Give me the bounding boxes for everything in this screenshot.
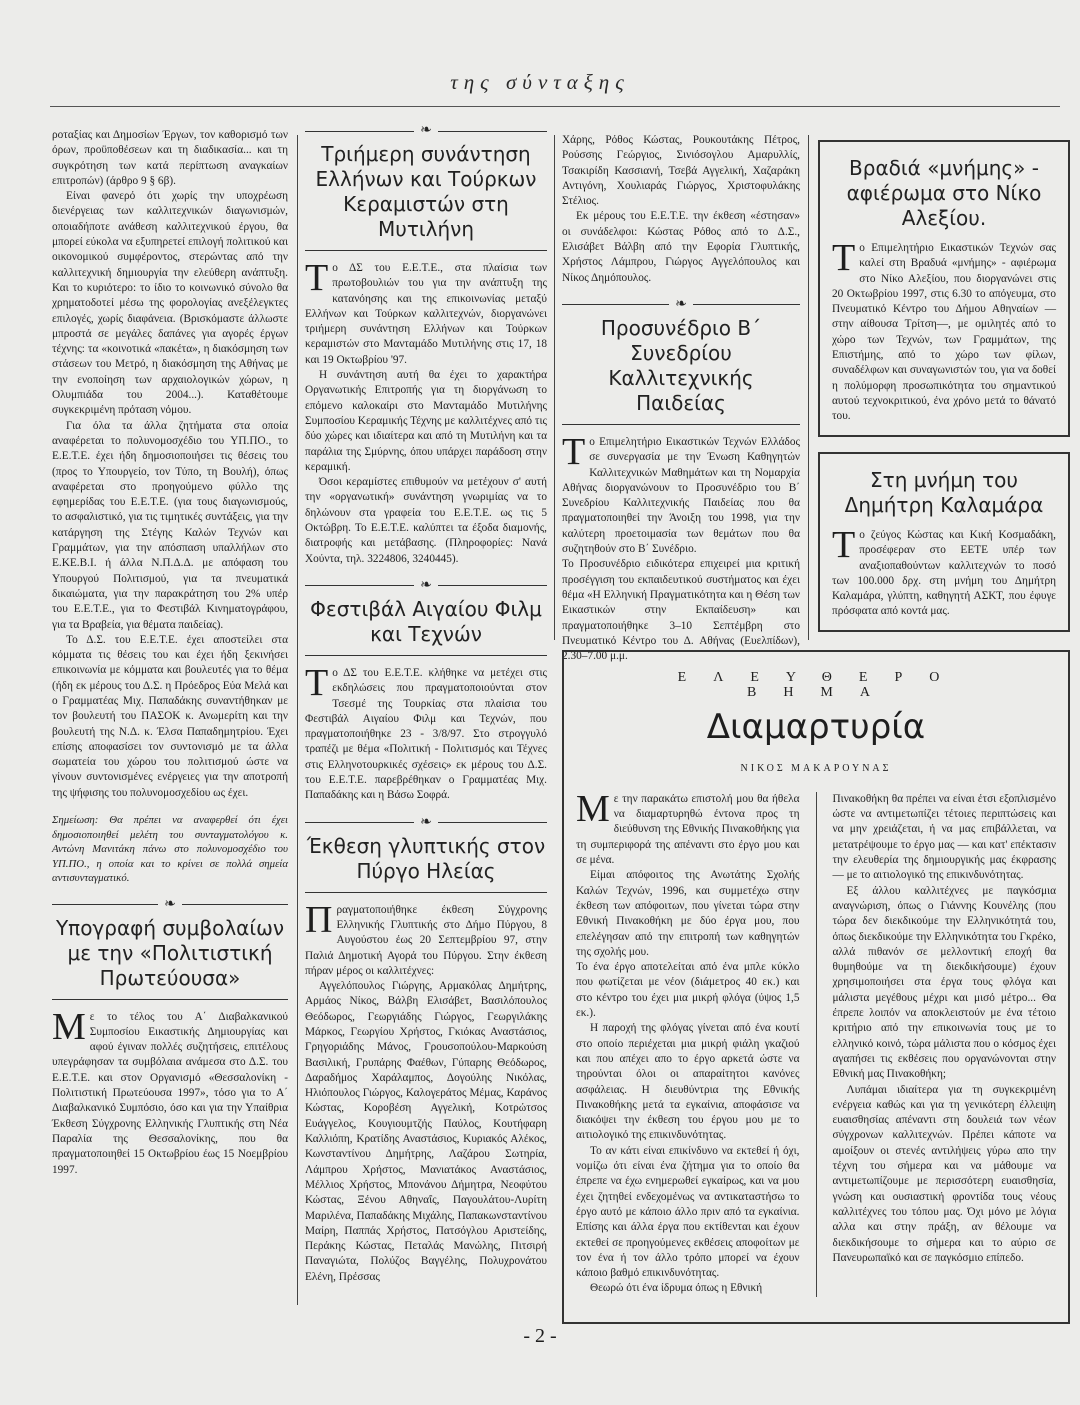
- box-alexiou-tribute: [818, 140, 1070, 437]
- drop-cap: Π: [305, 898, 333, 941]
- headline-festival: Φεστιβάλ Αιγαίου Φιλμ και Τεχνών: [310, 596, 542, 646]
- section-header: της σύνταξης: [450, 70, 630, 94]
- page-number: - 2 -: [523, 1325, 557, 1347]
- paragraph: Το Δ.Σ. του Ε.Ε.Τ.Ε. έχει αποστείλει στα κόμματα τις θέσεις του και έχει ήδη ξεκινήσει επικοινωνία με κόμματα και βουλευτές για το θέμα (ήδη εκ μέρους του Δ.Σ. η Πρόεδρος Εύα Μελά και ο Γραμματέας Μιχ. Παπαδάκης συναντήθηκαν με τον βουλευτή του ΠΑΣΟΚ κ. Ανωμερίτη και την βουλευτή της Ν.Δ. κ. Έλσα Παπαδημητρίου. Έχει επίσης αποφασίσει τον συντονισμό με τα άλλα σωματεία του χώρου του πολιτισμού ώστε να γίνουν συντονισμένες ενέργειες για την αποτροπή της ψήφισης του πολυνομοσχεδίου ως έχει.: [52, 633, 288, 799]
- box-kalamaras-memory: [818, 452, 1070, 632]
- paragraph: Το ένα έργο αποτελείται από ένα μπλε κύκλο που φωτίζεται με νέον (διάμετρος 40 εκ.) και στο κέντρο του έχει μια μικρή φλόγα (ύψος 1,5 εκ.).: [576, 961, 800, 1020]
- headline-ceramists: Τριήμερη συνάντηση Ελλήνων και Τούρκων Κεραμιστών στη Μυτιλήνη: [315, 142, 537, 241]
- opinion-column-left: [576, 787, 800, 1297]
- drop-cap: Τ: [832, 237, 856, 279]
- artist-list-continued: Χάρης, Ρόθος Κώστας, Ρουκουτάκης Πέτρος, Ρούσσης Γεώργιος, Σινιόσογλου Αμαρυλλίς, Τσακιρίδη Κασσιανή, Τσεβά Αγγελική, Χαζαράκη Αντιγόνη, Χουλιαράς Γιώργος, Χριστοφυλάκης Στέλιος.: [562, 134, 800, 208]
- fleuron-icon: ❧: [420, 123, 432, 138]
- paragraph: Όσοι κεραμίστες επιθυμούν να μετέχουν σ' αυτή την «οργανωτική» συνάντηση γνωριμίας να το δηλώνουν στα γραφεία του Ε.Ε.Τ.Ε. ως τις 5 Οκτώβρη. Το Ε.Ε.Τ.Ε. καλύπτει τα έξοδα διαμονής, διατροφής και μετάβασης. (Πληροφορίες: Νανά Χούντα, τηλ. 3224806, 3240445).: [305, 476, 547, 565]
- headline-rule: [305, 892, 547, 893]
- paragraph: Το αν κάτι είναι επικίνδυνο να εκτεθεί ή όχι, νομίζω ότι είναι ένα ζήτημα για το οποίο θα έπρεπε να έχω ενημερωθεί εγκαίρως, και να μου έχει ζητηθεί ενδεχομένως να αντικαταστήσω το έργο αυτό με κάποιο άλλο πριν από τα εγκαίνια. Επίσης και άλλα έργα που εκτίθενται και έχουν εκτεθεί σε προηγούμενες εκθέσεις αποφοίτων με τον ένα ή τον άλλο τρόπο μπορεί να έχουν κάποιο βαθμό επικινδυνότητας.: [576, 1144, 800, 1280]
- article-body: ο Επιμελητήριο Εικαστικών Τεχνών Ελλάδος σε συνεργασία με την Ένωση Καθηγητών Καλλιτεχνικών Μαθημάτων και τη Νομαρχία Αθήνας διοργανώνουν το Προσυνέδριο του Β΄ Συνεδρίου Καλλιτεχνικής Παιδείας που θα πραγματοποιηθεί την Άνοιξη του 1998, για την καλύτερη προετοιμασία των θεμάτων που θα συζητηθούν στο Β΄ Συνέδριο.: [562, 435, 800, 556]
- fleuron-icon: ❧: [164, 896, 176, 912]
- article-body: ο ΔΣ του Ε.Ε.Τ.Ε., στα πλαίσια των πρωτοβουλιών του για την ανάπτυξη της κατανόησης και της επικοινωνίας μεταξύ Ελλήνων και Τούρκων καλλιτεχνών, διοργανώνει τριήμερη συνάντηση Ελλήνων και Τούρκων κεραμιστών στο Μανταμάδο Μυτιλήνης στις 17, 18 και 19 Οκτωβρίου '97.: [305, 262, 547, 366]
- paragraph: Εκ μέρους του Ε.Ε.Τ.Ε. την έκθεση «έστησαν» οι συνάδελφοι: Κώστας Ρόθος από το Δ.Σ., Ελισάβετ Βάλβη από την Εφορία Γλυπτικής, Χρήστος Λάμπρου, Γιώργος Αγγελόπουλος και Νίκος Δημόπουλος.: [562, 210, 800, 284]
- headline-kalamaras: Στη μνήμη του Δημήτρη Καλαμάρα: [844, 468, 1044, 517]
- drop-cap: Τ: [305, 257, 329, 299]
- paragraph: ε την παρακάτω επιστολή μου θα ήθελα να διαμαρτυρηθώ έντονα προς τη διεύθυνση της Εθνικής Πινακοθήκης για τη συμπεριφορά της απέναντι στο έργο μου και σε μένα.: [576, 792, 800, 867]
- paragraph: Είμαι απόφοιτος της Ανωτάτης Σχολής Καλών Τεχνών, 1996, και συμμετέχω στην έκθεση των απόφοιτων, που γίνεται τώρα στην Εθνική Πινακοθήκη με δύο έργα μου, που επελέγησαν από την επιτροπή των καθηγητών της σχολής μου.: [576, 869, 800, 958]
- headline-contracts: Υπογραφή συμβολαίων με την «Πολιτιστική Πρωτεύουσα»: [55, 915, 285, 990]
- ornament-divider: [562, 296, 800, 312]
- article-body: ε το τέλος του Α΄ Διαβαλκανικού Συμποσίου Εικαστικής Δημιουργίας και αφού έγιναν πολλές συζητήσεις, επιτέλους υπεγράφησαν τα συμβόλαια ανάμεσα στο Δ.Σ. του Ε.Ε.Τ.Ε. και στον Οργανισμό «Θεσσαλονίκη - Πολιτιστική Πρωτεύουσα 1997», τόσο για το Α΄ Διαβαλκανικό Συμπόσιο, όσο και για την Υπαίθρια Έκθεση Σύγχρονης Ελληνικής Γλυπτικής στη Νέα Παραλία της Θεσσαλονίκης, που θα πραγματοποιηθεί 15 Οκτωβρίου έως 15 Νοεμβρίου 1997.: [52, 1010, 288, 1176]
- paragraph: Η συνάντηση αυτή θα έχει το χαρακτήρα Οργανωτικής Επιτροπής για τη διοργάνωση το επόμενο καλοκαίρι στο Μανταμάδο Μυτιλήνης Συμποσίου Κεραμικής Τέχνης με καλλιτέχνες από τις δύο χώρες και ιδιαίτερα και από τη Μυτιλήνη και τα παράλια της Σμύρνης, όπου υπάρχει παράδοση στην κεραμική.: [305, 369, 547, 473]
- ornament-divider: [305, 814, 547, 830]
- article-body: ραγματοποιήθηκε έκθεση Σύγχρονης Ελληνικής Γλυπτικής στο Δήμο Πύργου, 8 Αυγούστου έως 20 Σεπτεμβρίου 97, στην Παλιά Δημοτική Αγορά του Πύργου. Στην έκθεση πήραν μέρος οι καλλιτέχνες:: [305, 903, 547, 977]
- opinion-column-right: [833, 792, 1057, 1297]
- fleuron-icon: ❧: [675, 296, 687, 312]
- ornament-divider: [305, 577, 547, 593]
- paragraph: ροταξίας και Δημοσίων Έργων, τον καθορισμό των όρων, προϋποθέσεων και τη διαδικασία... και τη συγκρότηση των κατά περίπτωση αναγκαίων επιτροπών) (άρθρο 9 § 6β).: [52, 129, 288, 187]
- paragraph: Πινακοθήκη θα πρέπει να είναι έτσι εξοπλισμένο ώστε να αντιμετωπίζει τέτοιες περιπτώσεις και να μην χρειάζεται, ή να μας επιβάλλεται, να μετατρέψουμε το έργο μας — και κατ' επέκτασιν την ελευθερία της δημιουργικής μας έκφρασης — με το αιτιολογικό της επικινδυνότητας.: [832, 792, 1056, 882]
- artist-list: Αγγελόπουλος Γιώργης, Αρμακόλας Δημήτρης, Αρμάος Νίκος, Βάλβη Ελισάβετ, Βασιλόπουλος Θεόδωρος, Γεωργιάδης Γιώργος, Γεωργιλάκης Μάρκος, Γεωργίου Χρήστος, Γκιόκας Αναστάσιος, Γρηγοριάδης Μάνος, Γρουσοπούλου-Μαρκούση Βασιλική, Γρυπάρης Φαέθων, Γύπαρης Θεόδωρος, Δαραδήμος Χαράλαμπος, Δογούλης Νικόλας, Ηλιόπουλος Γιώργος, Καλογεράτος Μέμας, Καράνος Κώστας, Κοροβέση Αγγελική, Κοτρώτσος Ευάγγελος, Κουγιουμτζής Παύλος, Κουτήφαρη Καλλιόπη, Κρατίδης Αναστάσιος, Κυριακός Αλέκος, Κωνσταντίνου Δημήτρης, Λαζάρου Σωτηρία, Λάμπρου Χρήστος, Μανιατάκος Αναστάσιος, Μέλλιος Χρήστος, Μπονάνου Δήμητρα, Νεοφύτου Κώστας, Ξένου Αθηναΐς, Παγουλάτου-Λυρίτη Μαριλένα, Παπαδάκης Μιχάλης, Παπακωνσταντίνου Μαίρη, Παππάς Χρήστος, Πατσόγλου Αριστείδης, Περάκης Κώστας, Πεταλάς Μανώλης, Πιτσιρή Παναγιώτα, Πολύζος Βαγγέλης, Πολυχρονάτου Ελένη, Πρέσσας: [305, 980, 547, 1283]
- box-body: ο ζεύγος Κώστας και Κική Κοσμαδάκη, προσέφεραν στο ΕΕΤΕ υπέρ των αναξιοπαθούντων καλλιτεχνών το ποσό των 100.000 δρχ. στη μνήμη του Δημήτρη Καλαμάρα, γλύπτη, καθηγητή ΑΣΚΤ, που έφυγε πρόσφατα από κοντά μας.: [832, 529, 1056, 618]
- headline-rule: [305, 250, 547, 251]
- paragraph: Το Προσυνέδριο ειδικότερα επιχειρεί μια κριτική προσέγγιση του εκπαιδευτικού συστήματος και έχει θέμα «Η Ελληνική Πραγματικότητα και η Θέση των Εικαστικών στην Εκπαίδευση» και πραγματοποιήθηκε 3–10 Σεπτέμβρη στο Πνευματικό Κέντρο του Δ. Αθήνας (Ευελπίδων), 2.30–7.00 μ.μ.: [562, 558, 800, 663]
- editorial-note: Σημείωση: Θα πρέπει να αναφερθεί ότι έχει δημοσιοποιηθεί μελέτη του συνταγματολόγου κ. Αντώνη Μανιτάκη πάνω στο πολυνομοσχέδιο του ΥΠ.ΠΟ., η οποία και το κρίνει σε πολλά σημεία αντισυνταγματικό.: [52, 814, 288, 885]
- column-divider: [554, 135, 555, 640]
- column-3: [562, 133, 800, 664]
- drop-cap: Μ: [576, 787, 610, 830]
- box-free-tribune: [562, 650, 1070, 1324]
- paragraph: Για όλα τα άλλα ζητήματα στα οποία αναφέρεται το πολυνομοσχέδιο του ΥΠ.ΠΟ., το Ε.Ε.Τ.Ε. έχει ήδη δημοσιοποιήσει τις θέσεις του (προς το Υπουργείο, τον Τύπο, τη Βουλή), όπως αναφέρεται στο προηγούμενο φύλλο της εφημερίδας του Ε.Ε.Τ.Ε. (για τους διαγωνισμούς, το ασφαλιστικό, για τις τιμητικές συντάξεις, για την κατάργηση της Στέγης Καλών Τεχνών και Γραμμάτων, για την απόσπαση υπαλλήλων στο Ε.ΚΕ.Β.Ι. ή άλλα Ν.Π.Δ.Δ. με απόφαση του Υπουργού Πολιτισμού, για τα πνευματικά δικαιώματα, για την παρακράτηση του 2% υπέρ του Ε.Ε.Τ.Ε., για το Φεστιβάλ Κινηματογράφου, για τα Βραβεία, για θέματα παιδείας).: [52, 419, 288, 631]
- paragraph: Λυπάμαι ιδιαίτερα για τη συγκεκριμένη ενέργεια καθώς και για τη γενικότερη έλλειψη ευαισθησίας απέναντι στη δουλειά των νέων σύγχρονων καλλιτεχνών. Πρέπει κάποτε να αμοίξουν οι στενές αντιλήψεις γύρω απο την τέχνη του σήμερα και να μάθουμε να αντιμετωπίζουμε με περισσότερη ευαισθησία, γνώση και ουσιαστική φροντίδα τους νέους καλλιτέχνες του τόπου μας. Όχι μόνο με λόγια αλλα και στην πράξη, αν θέλουμε να διεκδικήσουμε το σήμερα και το αύριο σε Πανευρωπαϊκό και σε παγκόσμιο επίπεδο.: [832, 1083, 1056, 1264]
- headline-alexiou: Βραδιά «μνήμης» - αφιέρωμα στο Νίκο Αλεξίου.: [846, 156, 1042, 230]
- fleuron-icon: ❧: [420, 577, 432, 593]
- headline-sculpture: Έκθεση γλυπτικής στον Πύργο Ηλείας: [306, 833, 546, 883]
- ornament-divider: [305, 123, 547, 138]
- headline-rule: [562, 424, 800, 425]
- column-divider: [808, 135, 809, 640]
- header-rule: [50, 106, 1060, 107]
- article-body: ο ΔΣ του Ε.Ε.Τ.Ε. κλήθηκε να μετέχει στις εκδηλώσεις που πραγματοποιούνται στον Τσεσμέ της Τουρκίας στα πλαίσια του Φεστιβάλ Αιγαίου Φιλμ και Τεχνών, που πραγματοποιήθηκε 23 - 3/8/97. Στο στρογγυλό τραπέζι με θέμα «Πολιτική - Πολιτισμός και Τέχνες στις Ελληνοτουρκικές σχέσεις» εκ μέρους του Δ.Σ. του Ε.Ε.Τ.Ε. παρεβρέθηκαν ο Γραμματέας Μιχ. Παπαδάκης και η Βάσω Σοφρά.: [305, 666, 547, 802]
- paragraph: Είναι φανερό ότι χωρίς την υποχρέωση διενέργειας των καλλιτεχνικών διαγωνισμών, οποιαδήποτε ανάθεση καλλιτεχνικού έργου, θα μπορεί εύκολα να εξυπηρετεί επιλογή πολιτικού και οικονομικού συμφέροντος, στερώντας από την καλλιτεχνική δημιουργία την ελεύθερη ανάπτυξη. Και το κυριότερο: το ίδιο το κοινωνικό σύνολο θα χρηματοδοτεί μέσω της φορολογίας ανεξέλεγκτες επιλογές, χωρίς διαφάνεια. (Βρισκόμαστε άλλωστε μπροστά σε μεγάλες δαπάνες για αγορές έργων τέχνης: τα «κοινοτικά «πακέτα», η διακόσμηση των στάσεων του Μετρό, η διακόσμηση της Αθήνας με την ενοποίηση των αρχαιολογικών χώρων, η Ολυμπιάδα του 2004...). Καταθέτουμε συγκεκριμένη πρόταση νόμου.: [52, 190, 288, 417]
- opinion-title: Διαμαρτυρία: [706, 706, 926, 747]
- headline-rule: [305, 655, 547, 656]
- box-body: ο Επιμελητήριο Εικαστικών Τεχνών σας καλεί στη Βραδυά «μνήμης» - αφιέρωμα στο Νίκο Αλεξίου, που διοργανώνει στις 20 Οκτωβρίου 1997, στις 6.30 το απόγευμα, στο Πνευματικό Κέντρο του Δήμου Αθηναίων —στην αίθουσα Τρίτση—, με ομιλητές από το χώρο των Τεχνών, των Γραμμάτων, της Επιστήμης, από το χώρο των φίλων, συναδέλφων και συναγωνιστών του, για να δοθεί η πολύμορφη προσωπικότητα του σημαντικού αυτού τεχνοκριτικού, ένα χρόνο μετά το θάνατό του.: [832, 242, 1056, 423]
- column-divider: [816, 792, 817, 1297]
- drop-cap: Μ: [52, 1005, 86, 1048]
- paragraph: Η παροχή της φλόγας γίνεται από ένα κουτί στο οποίο περιέχεται μια μικρή φιάλη γκαζιού και που απέχει απο το έργο αρκετά ώστε να τηρούνται όλοι οι απαραίτητοι κανόνες ασφάλειας. Η διευθύντρια της Εθνικής Πινακοθήκης μετά τα εγκαίνια, αποφάσισε να διακόψει την έκθεση του έργου μου με το αιτιολογικό της επικινδυνότητας.: [576, 1022, 800, 1142]
- paragraph: Θεωρώ ότι ένα ίδρυμα όπως η Εθνική: [590, 1282, 763, 1295]
- drop-cap: Τ: [562, 430, 586, 473]
- ornament-divider: [52, 896, 288, 912]
- column-2: [305, 112, 547, 1285]
- headline-congress: Προσυνέδριο Β΄ Συνεδρίου Καλλιτεχνικής Παιδείας: [600, 315, 762, 415]
- paragraph: Εξ άλλου καλλιτέχνες με παγκόσμια αναγνώριση, όπως ο Γιάννης Κουνέλης (που τώρα δεν διεκδικούμε την Ελληνικότητά του, όπως διεκδικούμε την Ελληνικότητα του Γκρέκο, αλλά πιθανόν σε μελλοντική εποχή θα θυμηθούμε να τη διεκδικήσουμε) έχουν χρησιμοποιήσει στα έργα τους φλόγα και μάλιστα μεγέθους μέχρι και μισό μέτρο... Θα έπρεπε λοιπόν να αποκλειστούν με ένα τέτοιο κριτήριο από την επικοινωνία τους με το ελληνικό κοινό, τώρα μάλιστα που ο κόσμος έχει αγαπήσει τις εκθέσεις που οργανώνονται στην Εθνική μας Πινακοθήκη;: [832, 884, 1056, 1081]
- drop-cap: Τ: [305, 661, 329, 704]
- headline-rule: [52, 999, 288, 1000]
- column-divider: [297, 135, 298, 1305]
- section-label: ΕΛΕΥΘΕΡΟ ΒΗΜΑ: [677, 670, 967, 701]
- author-byline: ΝΙΚΟΣ ΜΑΚΑΡΟΥΝΑΣ: [740, 762, 892, 774]
- drop-cap: Τ: [832, 524, 856, 566]
- fleuron-icon: ❧: [420, 814, 432, 830]
- column-1: [52, 128, 288, 1178]
